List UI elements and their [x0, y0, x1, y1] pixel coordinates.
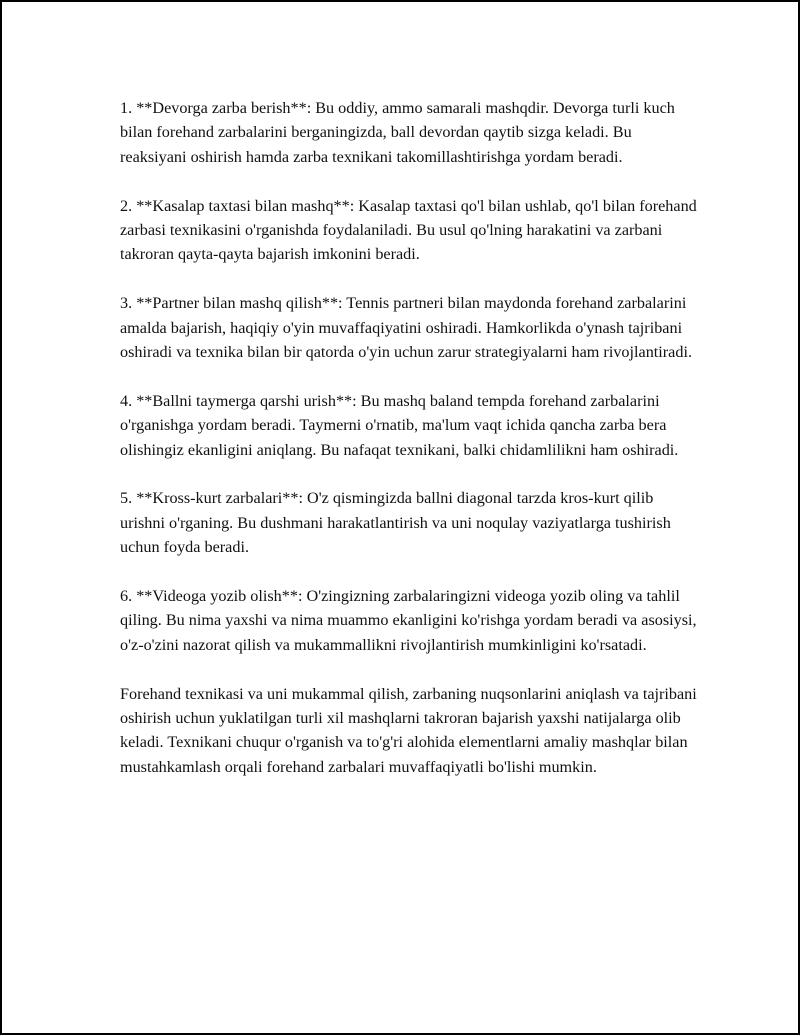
- paragraph-exercise-6: 6. **Videoga yozib olish**: O'zingizning zarbalaringizni videoga yozib oling va tahlil qiling. Bu nima yaxshi va nima muammo ekanligini ko'rishga yordam beradi va asosiysi, o'z-o'zini nazorat qilish va mukammallikni rivojlantirish mumkinligini ko'rsatadi.: [120, 587, 697, 654]
- paragraph-exercise-3: 3. **Partner bilan mashq qilish**: Tennis partneri bilan maydonda forehand zarbalarini amalda bajarish, haqiqiy o'yin muvaffaqiyatini oshiradi. Hamkorlikda o'ynash tajribani oshiradi va texnika bilan bir qatorda o'yin uchun zarur strategiyalarni ham rivojlantiradi.: [120, 294, 692, 362]
- paragraph-exercise-4: 4. **Ballni taymerga qarshi urish**: Bu mashq baland tempda forehand zarbalarini o'rganishga yordam beradi. Taymerni o'rnatib, ma'lum vaqt ichida qancha zarba bera olishingiz ekanligini aniqlang. Bu nafaqat texnikani, balki chidamlilikni ham oshiradi.: [120, 391, 679, 459]
- paragraph-exercise-2: 2. **Kasalap taxtasi bilan mashq**: Kasalap taxtasi qo'l bilan ushlab, qo'l bilan forehand zarbasi texnikasini o'rganishda foydalaniladi. Bu usul qo'lning harakatini va zarbani takroran qayta-qayta bajarish imkonini beradi.: [120, 196, 697, 264]
- paragraph-conclusion: Forehand texnikasi va uni mukammal qilish, zarbaning nuqsonlarini aniqlash va tajribani oshirish uchun yuklatilgan turli xil mashqlarni takroran bajarish yaxshi natijalarga olib keladi. Texnikani chuqur o'rganish va to'g'ri alohida elementlarni amaliy mashqlar bilan mustahkamlash orqali forehand zarbalari muvaffaqiyatli bo'lishi mumkin.: [120, 684, 697, 776]
- paragraph-exercise-1: 1. **Devorga zarba berish**: Bu oddiy, ammo samarali mashqdir. Devorga turli kuch bilan forehand zarbalarini berganingizda, ball devordan qaytib sizga keladi. Bu reaksiyani oshirish hamda zarba texnikani takomillashtirishga yordam beradi.: [120, 99, 675, 166]
- paragraph-exercise-5: 5. **Kross-kurt zarbalari**: O'z qismingizda ballni diagonal tarzda kros-kurt qilib urishni o'rganing. Bu dushmani harakatlantirish va uni noqulay vaziyatlarga tushirish uchun foyda beradi.: [120, 489, 671, 557]
- document-body: [120, 96, 698, 779]
